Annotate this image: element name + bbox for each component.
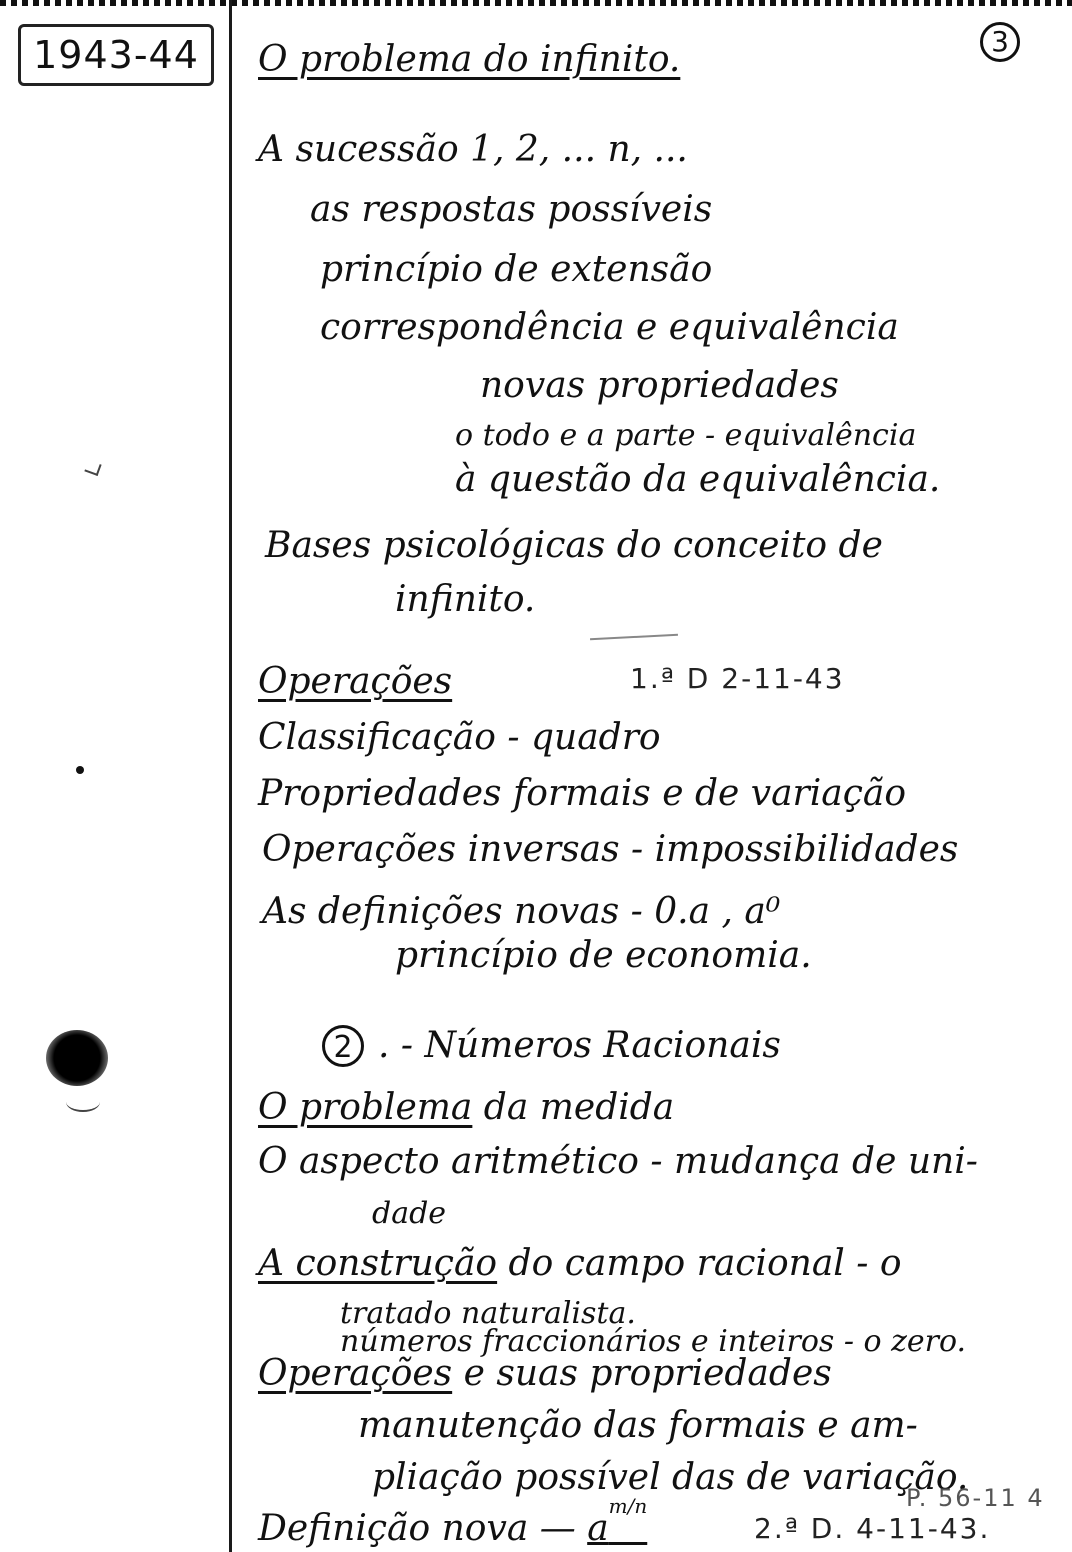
underlined-term: Operações [258, 1353, 453, 1394]
page-number: 3 [980, 22, 1020, 62]
line-rest: e suas propriedades [452, 1353, 832, 1394]
text-line: A sucessão 1, 2, ... n, ... [258, 129, 688, 170]
text-line: correspondência e equivalência [320, 307, 899, 348]
text-line: Bases psicológicas do conceito de [265, 525, 883, 566]
text-line: dade [372, 1196, 447, 1231]
page-title: O problema do infinito. [258, 39, 681, 80]
text-line: novas propriedades [480, 365, 839, 406]
math-expression [587, 1494, 648, 1551]
archive-reference: P. 56-11 4 [906, 1484, 1045, 1512]
section-heading-racionais [322, 1024, 781, 1068]
text-line: números fraccionários e inteiros - o zero. [340, 1324, 967, 1359]
text-line: à questão da equivalência. [455, 459, 941, 500]
ink-blot [46, 1030, 108, 1086]
year-label: 1943-44 [18, 24, 214, 86]
section-title: . - Números Racionais [378, 1025, 781, 1066]
text-line: tratado naturalista. [340, 1296, 636, 1331]
section-number: 2 [322, 1025, 364, 1067]
pencil-mark [84, 460, 101, 476]
text-line: princípio de extensão [320, 249, 713, 290]
date-stamp: 2.ª D. 4-11-43. [754, 1512, 991, 1545]
text-line: o todo e a parte - equivalência [455, 418, 917, 453]
text-line [258, 1352, 832, 1396]
pencil-stroke [590, 634, 678, 641]
top-perforation-edge [0, 0, 1072, 6]
text-line: Operações inversas - impossibilidades [262, 829, 959, 870]
line-rest: da medida [472, 1087, 675, 1128]
section-heading-operacoes: Operações [258, 661, 453, 702]
text-line: infinito. [395, 579, 536, 620]
text-line: pliação possível das de variação. [372, 1457, 969, 1498]
text-line: as respostas possíveis [310, 189, 713, 230]
margin-rule [229, 0, 232, 1552]
ink-dot [76, 766, 84, 774]
line-rest: do campo racional - o [497, 1243, 902, 1284]
text-line: Propriedades formais e de variação [258, 773, 907, 814]
math-base: a [587, 1508, 609, 1549]
text-line: O aspecto aritmético - mudança de uni- [258, 1141, 978, 1182]
underlined-term: O problema [258, 1087, 473, 1128]
line-label: Definição nova — [258, 1508, 576, 1549]
math-exponent: m/n [608, 1494, 648, 1518]
text-line: princípio de economia. [395, 935, 812, 976]
text-line [258, 1242, 902, 1286]
text-line: As definições novas - 0.a , a⁰ [262, 891, 781, 932]
underlined-term: A construção [258, 1243, 498, 1284]
ink-blot-arc [66, 1092, 100, 1112]
text-line: Classificação - quadro [258, 717, 661, 758]
date-stamp: 1.ª D 2-11-43 [630, 662, 845, 695]
text-line: manutenção das formais e am- [358, 1405, 918, 1446]
text-line [258, 1086, 674, 1130]
text-line [258, 1494, 648, 1551]
